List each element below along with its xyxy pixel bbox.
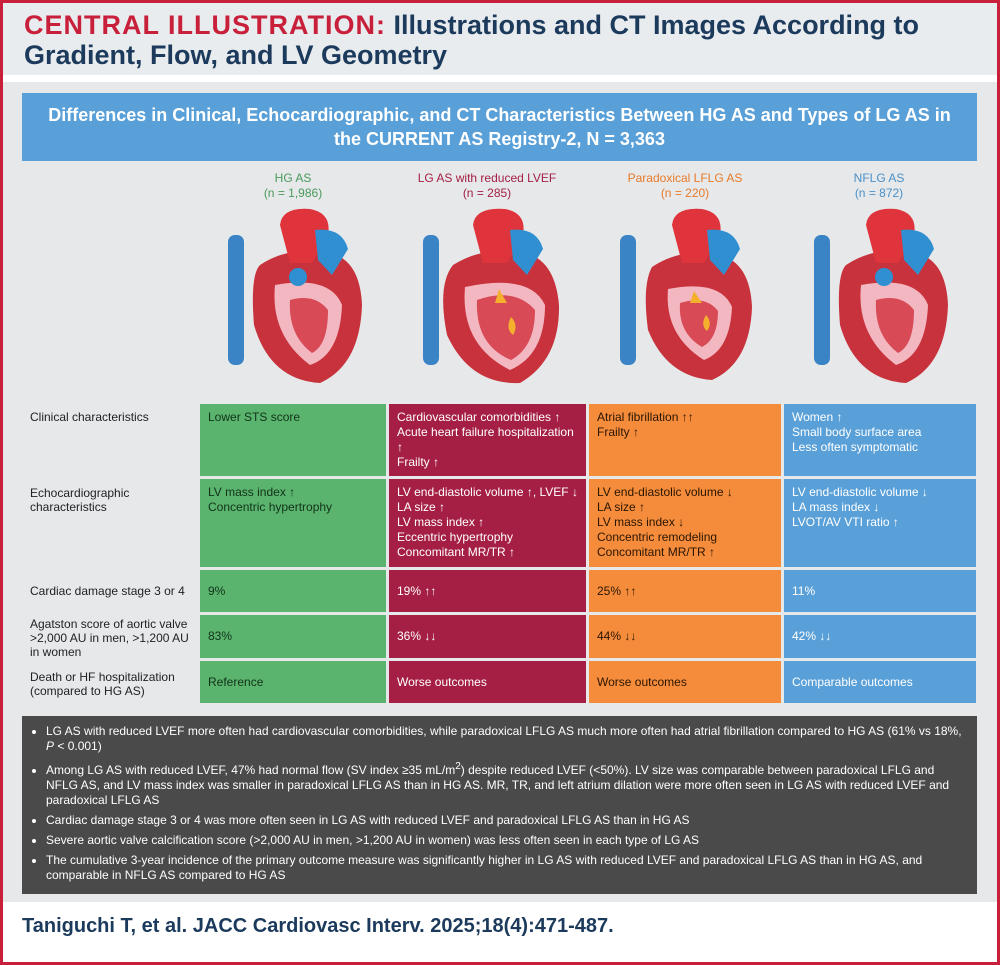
cell-line: LA mass index ↓ [792, 500, 880, 514]
cell-line: LV mass index ↑ [208, 485, 296, 499]
summary-text: < 0.001) [54, 739, 102, 753]
row-label-cardiac-damage: Cardiac damage stage 3 or 4 [30, 584, 185, 598]
heart-illustration-lg [415, 205, 565, 393]
cell-echo-hg [200, 479, 386, 567]
summary-bullet: • Severe aortic valve calcification score (>2,000 AU in men, >1,200 AU in women) was less often seen in each type of LG AS [46, 833, 965, 848]
group-name: NFLG AS [853, 171, 905, 185]
heart-illustration-nflg [806, 205, 956, 393]
group-header-hg [198, 171, 388, 201]
summary-text: LG AS with reduced LVEF more often had cardiovascular comorbidities, while paradoxical LFLG AS much more often had atrial fibrillation compared to HG AS (61% vs 18%, [46, 724, 962, 738]
cell-echo-paradoxical [589, 479, 781, 567]
group-header-nflg [784, 171, 974, 201]
citation: Taniguchi T, et al. JACC Cardiovasc Interv. 2025;18(4):471-487. [22, 915, 614, 937]
cell-line: Concentric remodeling [597, 530, 718, 544]
cell-line: Concomitant MR/TR ↑ [597, 545, 716, 559]
heart-illustration-paradoxical [612, 205, 762, 393]
cell-line: Acute heart failure hospitalization ↑ [397, 425, 574, 454]
cell-outcome-nflg: Comparable outcomes [784, 661, 976, 703]
cell-line: Frailty ↑ [597, 425, 639, 439]
group-n: (n = 220) [660, 186, 710, 200]
cell-line: LV mass index ↑ [397, 515, 485, 529]
group-header-paradoxical [590, 171, 780, 201]
group-name: HG AS [274, 171, 312, 185]
group-n: (n = 872) [854, 186, 904, 200]
group-header-lg [392, 171, 582, 201]
superscript: 2 [455, 761, 461, 772]
cell-clinical-nflg [784, 404, 976, 476]
row-label-echo: Echocardiographic characteristics [30, 486, 130, 514]
cell-line: Lower STS score [208, 410, 301, 424]
row-label-agatston: Agatston score of aortic valve >2,000 AU in men, >1,200 AU in women [30, 617, 189, 659]
cell-outcome-hg: Reference [200, 661, 386, 703]
cell-line: Frailty ↑ [397, 455, 439, 469]
row-label-outcome: Death or HF hospitalization (compared to HG AS) [30, 670, 175, 698]
cell-damage-hg: 9% [200, 570, 386, 612]
cell-line: LVOT/AV VTI ratio ↑ [792, 515, 899, 529]
group-name: Paradoxical LFLG AS [627, 171, 743, 185]
heart-illustration-hg [220, 205, 370, 393]
summary-text: Among LG AS with reduced LVEF, 47% had normal flow (SV index ≥35 mL/m [46, 763, 456, 777]
registry-banner [22, 93, 977, 161]
cell-line: Eccentric hypertrophy [397, 530, 514, 544]
cell-agatston-paradoxical: 44% ↓↓ [589, 615, 781, 658]
group-name: LG AS with reduced LVEF [417, 171, 557, 185]
banner-text: Differences in Clinical, Echocardiographic, and CT Characteristics Between HG AS and Types of LG AS in the CURRENT AS Registry-2, N = 3,363 [48, 105, 951, 149]
figure-title [24, 10, 974, 70]
cell-line: LA size ↑ [597, 500, 646, 514]
cell-line: LV end-diastolic volume ↑, LVEF ↓ [397, 485, 578, 499]
cell-echo-lg [389, 479, 586, 567]
title-lead: CENTRAL ILLUSTRATION: [24, 10, 386, 40]
cell-line: Less often symptomatic [792, 440, 919, 454]
cell-line: Cardiovascular comorbidities ↑ [397, 410, 561, 424]
cell-line: LA size ↑ [397, 500, 446, 514]
summary-bullet: • The cumulative 3-year incidence of the primary outcome measure was significantly higher in LG AS with reduced LVEF and paradoxical LFLG AS than in HG AS, and comparable in NFLG AS compared to HG AS [46, 853, 965, 883]
cell-line: LV end-diastolic volume ↓ [597, 485, 733, 499]
cell-line: LV end-diastolic volume ↓ [792, 485, 928, 499]
cell-agatston-lg: 36% ↓↓ [389, 615, 586, 658]
summary-bullet [46, 759, 965, 808]
summary-text: ) despite reduced LVEF (<50%). LV size was comparable between paradoxical LFLG and NFLG AS, and LV mass index was smaller in paradoxical LFLG AS than in HG AS. MR, TR, and left atrium dilation were more often seen in LG AS with reduced LVEF and paradoxical LFLG AS [46, 763, 950, 807]
cell-line: Concomitant MR/TR ↑ [397, 545, 516, 559]
group-n: (n = 1,986) [263, 186, 323, 200]
summary-bullet: • Cardiac damage stage 3 or 4 was more often seen in LG AS with reduced LVEF and paradoxical LFLG AS than in HG AS [46, 813, 965, 828]
cell-outcome-paradoxical: Worse outcomes [589, 661, 781, 703]
cell-damage-nflg: 11% [784, 570, 976, 612]
cell-outcome-lg: Worse outcomes [389, 661, 586, 703]
cell-damage-lg: 19% ↑↑ [389, 570, 586, 612]
cell-line: Women ↑ [792, 410, 843, 424]
title-rest: Illustrations and CT Images According to Gradient, Flow, and LV Geometry [24, 10, 920, 70]
cell-clinical-hg [200, 404, 386, 476]
cell-agatston-hg: 83% [200, 615, 386, 658]
cell-line: Small body surface area [792, 425, 922, 439]
row-label-clinical: Clinical characteristics [30, 410, 149, 424]
cell-line: LV mass index ↓ [597, 515, 685, 529]
cell-clinical-lg [389, 404, 586, 476]
summary-list [32, 724, 965, 883]
summary-bullet [46, 724, 965, 754]
cell-clinical-paradoxical [589, 404, 781, 476]
cell-line: Atrial fibrillation ↑↑ [597, 410, 694, 424]
group-n: (n = 285) [462, 186, 512, 200]
p-symbol: P [46, 739, 55, 753]
summary-box [22, 716, 977, 894]
cell-damage-paradoxical: 25% ↑↑ [589, 570, 781, 612]
cell-agatston-nflg: 42% ↓↓ [784, 615, 976, 658]
cell-line: Concentric hypertrophy [208, 500, 333, 514]
cell-echo-nflg [784, 479, 976, 567]
